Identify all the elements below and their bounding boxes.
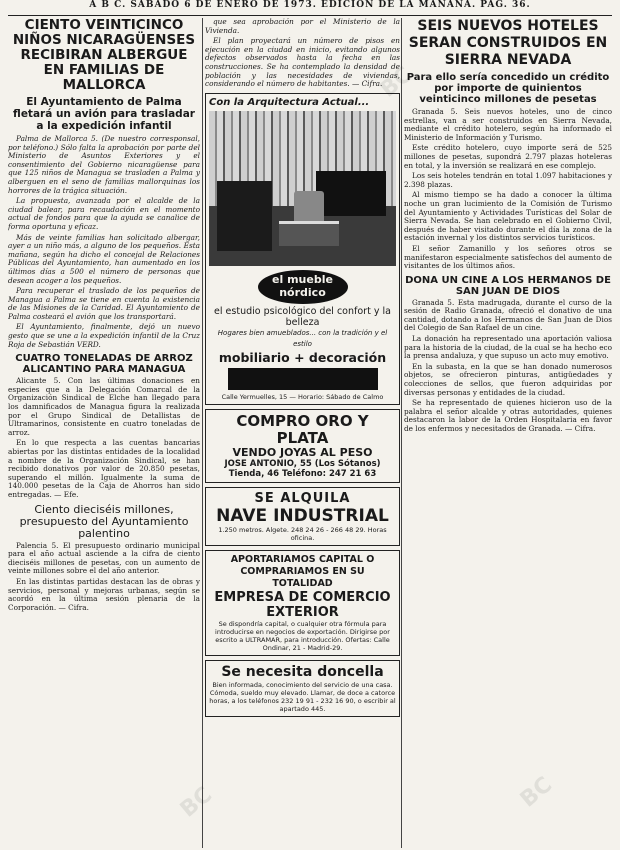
watermark: BC xyxy=(375,62,418,103)
ad-slogan-secondary: Hogares bien amueblados... con la tradición y el estilo xyxy=(217,328,388,348)
column-middle xyxy=(205,18,400,848)
headline-cine: DONA UN CINE A LOS HERMANOS DE SAN JUAN DE DIOS xyxy=(405,274,611,297)
ad-oro-plata xyxy=(205,409,400,483)
article-paragraph: Se ha representado de quienes hicieron uso de la palabra el señor alcalde y otras autoridades, quienes destacaron la labor de la Orden Hospitalaria en favor de los enfermos y necesitados de Granada. — Cifra. xyxy=(404,398,612,433)
ad-doncella-details: Bien informada, conocimiento del servicio de una casa. Cómoda, sueldo muy elevado. Llamar, de doce a catorce horas, a los teléfonos 232 19 91 - 232 16 90, o escribir al apartado 445. xyxy=(209,680,396,713)
article-paragraph: En la subasta, en la que se han donado numerosos objetos, se ofrecieron pinturas, antigüedades y colecciones de sellos, que fueron adquiridas por diversas personas y entidades de la ciudad. xyxy=(404,361,612,397)
column-right xyxy=(404,18,612,848)
article-paragraph: El señor Zamanillo y los señores otros se manifestaron especialmente satisfechos del aumento de visitantes de los últimos años. xyxy=(404,243,612,271)
article-paragraph: En las distintas partidas destacan las de obras y servicios, personal y mejoras urbanas, según se acordó en la última sesión plenaria de la Corporación. — Cifra. xyxy=(8,576,200,612)
article-paragraph: Los seis hoteles tendrán en total 1.097 habitaciones y 2.398 plazas. xyxy=(404,171,612,189)
brand-bar xyxy=(228,368,378,390)
ad-oro-line: VENDO JOYAS AL PESO xyxy=(232,445,373,459)
article-paragraph: que sea aprobación por el Ministerio de la Vivienda. xyxy=(205,18,400,35)
article-paragraph: Granada 5. Esta madrugada, durante el curso de la sesión de Radio Granada, ofreció el donativo de una cantidad, dotando a los Hermanos de San Juan de Dios del Colegio de San Rafael de un cine. xyxy=(404,297,612,333)
article-paragraph: Para recuperar el traslado de los pequeños de Managua a Palma se tiene en cuenta la existencia de las Misiones de la Caridad. El Ayuntamiento de Palma costeará el avión que los transportará. xyxy=(8,286,200,321)
deck-credito: Para ello sería concedido un crédito por importe de quinientos veinticinco millones de pesetas xyxy=(406,72,610,105)
article-paragraph: Más de veinte familias han solicitado albergar, ayer a un niño más, a alguno de los pequeños. Esta mañana, según ha dicho el concejal de Relaciones Públicas del Ayuntamiento, han aumentado en los últimos días a 500 el número de personas que desean acoger a los pequeños. xyxy=(8,232,200,285)
article-paragraph: Palma de Mallorca 5. (De nuestro corresponsal, por teléfono.) Sólo falta la aprobación por parte del Ministerio de Asuntos Exteriores y el consentimiento del Gobierno nicaragüense para que 125 niños de Managua se trasladen a Palma y alberguen en el seno de familias mallorquinas los horrores de la trágica situación. xyxy=(8,134,200,195)
ad-empresa-details: Se dispondría capital, o cualquier otra fórmula para introducirse en negocios de exportación. Dirigirse por escrito a ULTRAMAR, para introducción. Ofertas: Calle Ondinar, 21 - Madrid-29. xyxy=(215,619,390,652)
ad-title: Con la Arquitectura Actual... xyxy=(209,96,370,108)
ad-capital: APORTARIAMOS CAPITAL O COMPRARIAMOS EN SU TOTALIDAD xyxy=(230,553,375,589)
watermark: BC xyxy=(175,782,218,823)
article-paragraph: Granada 5. Seis nuevos hoteles, uno de cinco estrellas, van a ser construidos en Sierra Nevada, mediante el crédito hotelero, según ha informado el Ministerio de Información y Turismo. xyxy=(404,107,612,142)
ad-slogan: el estudio psicológico del confort y la belleza xyxy=(214,305,391,328)
header-rule xyxy=(8,15,612,16)
headline-arroz: CUATRO TONELADAS DE ARROZ ALICANTINO PARA MANAGUA xyxy=(15,353,193,376)
column-divider xyxy=(401,18,402,848)
furniture-photo xyxy=(209,111,396,266)
ad-doncella xyxy=(205,660,400,717)
article-paragraph: Alicante 5. Con las últimas donaciones en especies que a la Delegación Comarcal de la Organización Sindical de Elche han llegado para los damnificados de Managua figura la realizada por el Grupo Sindical de Detallistas de Ultramarinos, consistente en cuatro toneladas de arroz. xyxy=(8,376,200,437)
headline-hoteles: SEIS NUEVOS HOTELES SERAN CONSTRUIDOS EN SIERRA NEVADA xyxy=(408,18,608,68)
mueble-nordico-logo: el mueble nórdico xyxy=(258,270,348,304)
ad-nave-details: 1.250 metros. Algete. 248 24 26 - 266 48 29. Horas oficina. xyxy=(218,525,387,542)
article-paragraph: Al mismo tiempo se ha dado a conocer la última noche un gran lucimiento de la Comisión de Turismo del Ayuntamiento y Actividades Turísticas del Solar de Sierra Nevada. Se han celebrado en el Gobierno Civil, después de haber visitado durante el día la zona de la estación invernal y los distintos servicios turísticos. xyxy=(404,190,612,243)
page-header: A B C. SABADO 6 DE ENERO DE 1973. EDICION DE LA MAÑANA. PAG. 36. xyxy=(89,0,531,10)
ad-nave: NAVE INDUSTRIAL xyxy=(216,505,389,526)
ad-empresa: EMPRESA DE COMERCIO EXTERIOR xyxy=(214,589,391,620)
article-paragraph: Palencia 5. El presupuesto ordinario municipal para el año actual asciende a la cifra de ciento dieciséis millones de pesetas, con un aumento de veinte millones sobre el del año anterior. xyxy=(8,540,200,576)
article-paragraph: El plan proyectará un número de pisos en ejecución en la ciudad en inicio, evitando algunos defectos observados hasta la fecha en las construcciones. Se ha contemplado la densidad de población y las necesidades de viviendas, considerando el número de habitantes. — Cifra. xyxy=(205,36,400,89)
headline-presupuesto: Ciento dieciséis millones, presupuesto del Ayuntamiento palentino xyxy=(19,502,189,540)
column-divider xyxy=(202,18,203,848)
ad-mobiliario: mobiliario + decoración xyxy=(218,349,387,365)
ad-oro-phone: Tienda, 46 Teléfono: 247 21 63 xyxy=(228,468,377,479)
ad-oro-title: COMPRO ORO Y PLATA xyxy=(236,411,369,447)
article-paragraph: El Ayuntamiento, finalmente, dejó un nuevo gesto que se une a la expedición infantil de la Cruz Roja de Sebastián VERD. xyxy=(8,322,200,349)
subhead-avion: El Ayuntamiento de Palma fletará un avión para trasladar a la expedición infantil xyxy=(13,96,195,132)
headline-ninos: CIENTO VEINTICINCO NIÑOS NICARAGÜENSES RECIBIRAN ALBERGUE EN FAMILIAS DE MALLORCA xyxy=(12,18,196,93)
article-paragraph: En lo que respecta a las cuentas bancarias abiertas por las distintas entidades de la localidad a nombre de la Organización Sindical, se han recibido donativos por valor de 20.850 pesetas, superando el millón. Igualmente la suma de 140.000 pesetas de la Caja de Ahorros han sido entregadas. — Efe. xyxy=(8,438,200,499)
watermark: BC xyxy=(515,772,558,813)
column-left xyxy=(8,18,200,848)
ad-address: Calle Yermuelles, 15 — Horario: Sábado de Calmo xyxy=(221,392,384,401)
article-paragraph: Este crédito hotelero, cuyo importe será de 525 millones de pesetas, supondrá 2.797 plazas hoteleras en total, y la inversión se realizará en ese complejo. xyxy=(404,143,612,170)
ad-doncella-title: Se necesita doncella xyxy=(221,663,384,680)
ad-mueble-nordico xyxy=(205,93,400,405)
ad-alquila: SE ALQUILA xyxy=(254,490,351,506)
ad-oro-address: JOSE ANTONIO, 55 (Los Sótanos) xyxy=(224,458,381,469)
article-paragraph: La propuesta, avanzada por el alcalde de la ciudad balear, para recaudación en el momento actual de fondos para que la ayuda se canalice de forma oportuna y eficaz. xyxy=(8,196,200,231)
ad-nave-industrial xyxy=(205,487,400,546)
article-paragraph: La donación ha representado una aportación valiosa para la historia de la ciudad, de la cual se ha hecho eco la prensa andaluza, y que supuso un acto muy emotivo. xyxy=(404,334,612,361)
ad-comercio-exterior xyxy=(205,550,400,656)
